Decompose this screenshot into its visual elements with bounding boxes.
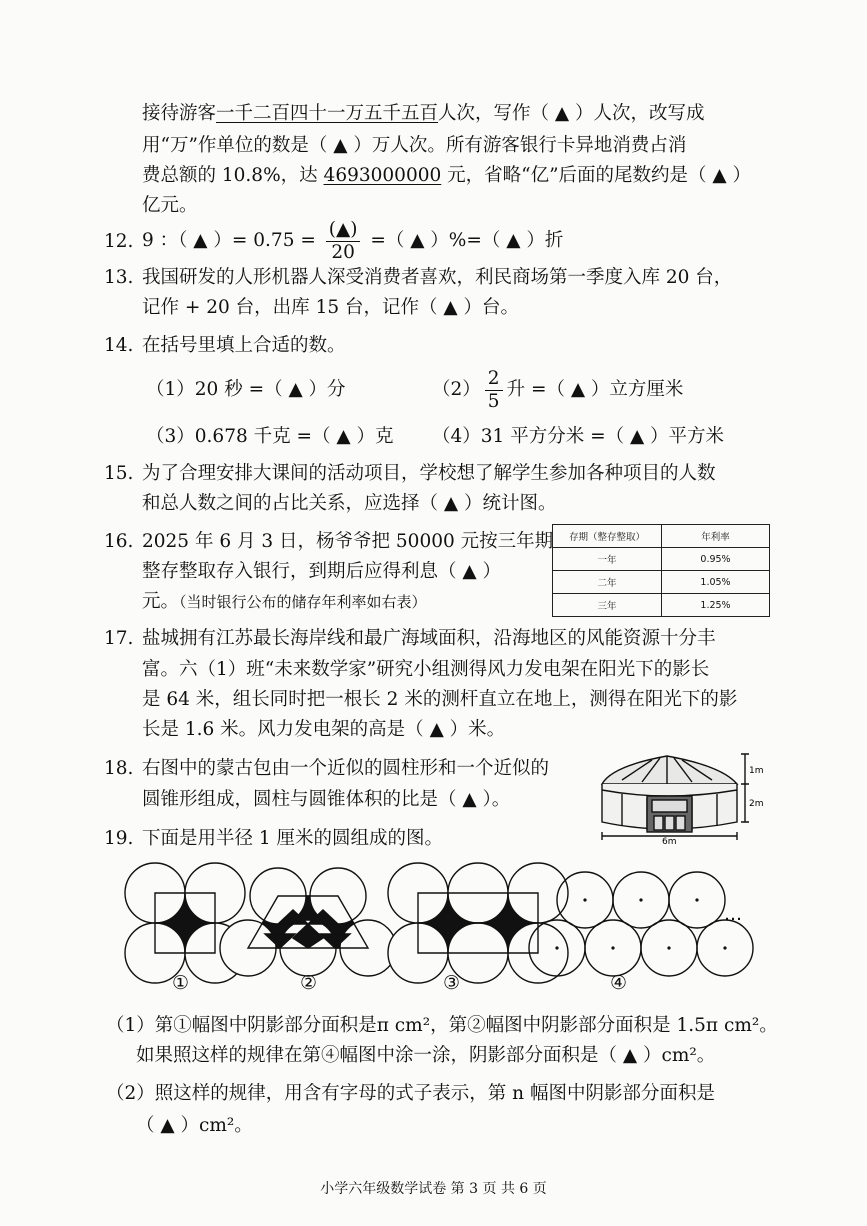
table-header-rate: 年利率 [662, 525, 770, 548]
q17-number: 17. [104, 628, 134, 649]
circle-pattern-figures [120, 870, 760, 980]
fraction-denominator: 5 [487, 390, 500, 412]
q15-line1: 为了合理安排大课间的活动项目，学校想了解学生参加各种项目的人数 [142, 463, 716, 484]
table-cell-term: 二年 [553, 571, 662, 594]
q19-part2-line1: （2）照这样的规律，用含有字母的式子表示，第 n 幅图中阴影部分面积是 [106, 1083, 715, 1104]
q14-part2-label: （2） [432, 379, 481, 400]
q18-line1: 右图中的蒙古包由一个近似的圆柱形和一个近似的 [142, 758, 550, 779]
q12-fraction-denominator: 20 [331, 241, 355, 263]
figure-caption-4: ④ [610, 972, 628, 994]
q13-number: 13. [104, 267, 134, 288]
q14-stem: 在括号里填上合适的数。 [142, 335, 346, 356]
q12-fraction-numerator: (▲) [326, 219, 361, 242]
q14-part2 [432, 366, 683, 414]
q18-number: 18. [104, 758, 134, 779]
dim-top-label: 1m [749, 766, 764, 776]
q14-part2-fraction [485, 368, 503, 413]
table-row [553, 548, 770, 571]
table-header-term: 存期（整存整取） [553, 525, 662, 548]
page-footer: 小学六年级数学试卷 第 3 页 共 6 页 [320, 1181, 547, 1197]
q11-line4: 亿元。 [142, 195, 198, 216]
q16-line2: 整存整取存入银行，到期后应得利息（ ▲ ） [142, 561, 501, 582]
q14-number: 14. [104, 335, 134, 356]
q12-line [142, 215, 563, 267]
figure-2 [220, 868, 396, 976]
q19-number: 19. [104, 828, 134, 849]
q16-text: 元。 [142, 591, 180, 612]
q12-number: 12. [104, 231, 134, 252]
q12-text: =（ ▲ ）%=（ ▲ ）折 [370, 230, 564, 251]
table-row [553, 594, 770, 617]
q13-line2: 记作 + 20 台，出库 15 台，记作（ ▲ ）台。 [142, 297, 519, 318]
q19-stem: 下面是用半径 1 厘米的圆组成的图。 [142, 828, 444, 849]
table-row [553, 571, 770, 594]
q19-part1-line2: 如果照这样的规律在第④幅图中涂一涂，阴影部分面积是（ ▲ ）cm²。 [136, 1045, 716, 1066]
table-cell-rate: 0.95% [662, 548, 770, 571]
q14-part1: （1）20 秒 =（ ▲ ）分 [146, 379, 346, 400]
dim-width-label: 6m [662, 837, 677, 847]
q14-part2-text: 升 =（ ▲ ）立方厘米 [506, 379, 684, 400]
q16-note: （当时银行公布的储存年利率如右表） [179, 593, 427, 611]
q16-line3 [142, 590, 427, 614]
q17-line4: 长是 1.6 米。风力发电架的高是（ ▲ ）米。 [142, 719, 506, 740]
table-cell-rate: 1.05% [662, 571, 770, 594]
interest-rate-table [552, 524, 770, 617]
q15-line2: 和总人数之间的占比关系，应选择（ ▲ ）统计图。 [142, 493, 557, 514]
q11-line1 [142, 102, 705, 126]
table-cell-rate: 1.25% [662, 594, 770, 617]
q16-number: 16. [104, 531, 134, 552]
figure-caption-2: ② [300, 972, 318, 994]
q13-line1: 我国研发的人形机器人深受消费者喜欢，利民商场第一季度入库 20 台， [142, 267, 733, 288]
q11-underlined-amount: 4693000000 [323, 165, 442, 186]
pattern-ellipsis: … [724, 904, 742, 925]
fraction-numerator: 2 [485, 368, 503, 391]
q12-text: 9 ：（ ▲ ）= 0.75 = [142, 230, 316, 251]
q11-line2: 用“万”作单位的数是（ ▲ ）万人次。所有游客银行卡异地消费占消 [142, 135, 687, 156]
q11-text: 人次，写作（ ▲ ）人次，改写成 [438, 103, 705, 124]
q15-number: 15. [104, 463, 134, 484]
q14-part3: （3）0.678 千克 =（ ▲ ）克 [146, 426, 394, 447]
q11-text: 元，省略“亿”后面的尾数约是（ ▲ ） [441, 165, 752, 186]
dim-side-label: 2m [749, 799, 764, 809]
q11-underlined-number-words: 一千二百四十一万五千五百 [216, 103, 439, 124]
q16-line1: 2025 年 6 月 3 日，杨爷爷把 50000 元按三年期 [142, 531, 554, 552]
q11-text: 接待游客 [142, 103, 217, 124]
q18-line2: 圆锥形组成，圆柱与圆锥体积的比是（ ▲ ）。 [142, 789, 511, 810]
q12-fraction [326, 219, 361, 264]
q17-line2: 富。六（1）班“未来数学家”研究小组测得风力发电架在阳光下的影长 [142, 659, 710, 680]
yurt-illustration [592, 744, 764, 847]
q11-line3 [142, 164, 751, 188]
q14-part4: （4）31 平方分米 =（ ▲ ）平方米 [432, 426, 725, 447]
figure-caption-1: ① [172, 972, 190, 994]
figure-caption-3: ③ [443, 972, 461, 994]
q17-line3: 是 64 米，组长同时把一根长 2 米的测杆直立在地上，测得在阳光下的影 [142, 689, 738, 710]
q19-part2-line2: （ ▲ ）cm²。 [136, 1115, 253, 1136]
table-cell-term: 一年 [553, 548, 662, 571]
q19-part1-line1: （1）第①幅图中阴影部分面积是π cm²，第②幅图中阴影部分面积是 1.5π cm²。 [106, 1015, 778, 1036]
table-header-row [553, 525, 770, 548]
q11-text: 费总额的 10.8%，达 [142, 165, 324, 186]
figure-3 [388, 863, 568, 983]
table-cell-term: 三年 [553, 594, 662, 617]
q17-line1: 盐城拥有江苏最长海岸线和最广海域面积，沿海地区的风能资源十分丰 [142, 628, 716, 649]
